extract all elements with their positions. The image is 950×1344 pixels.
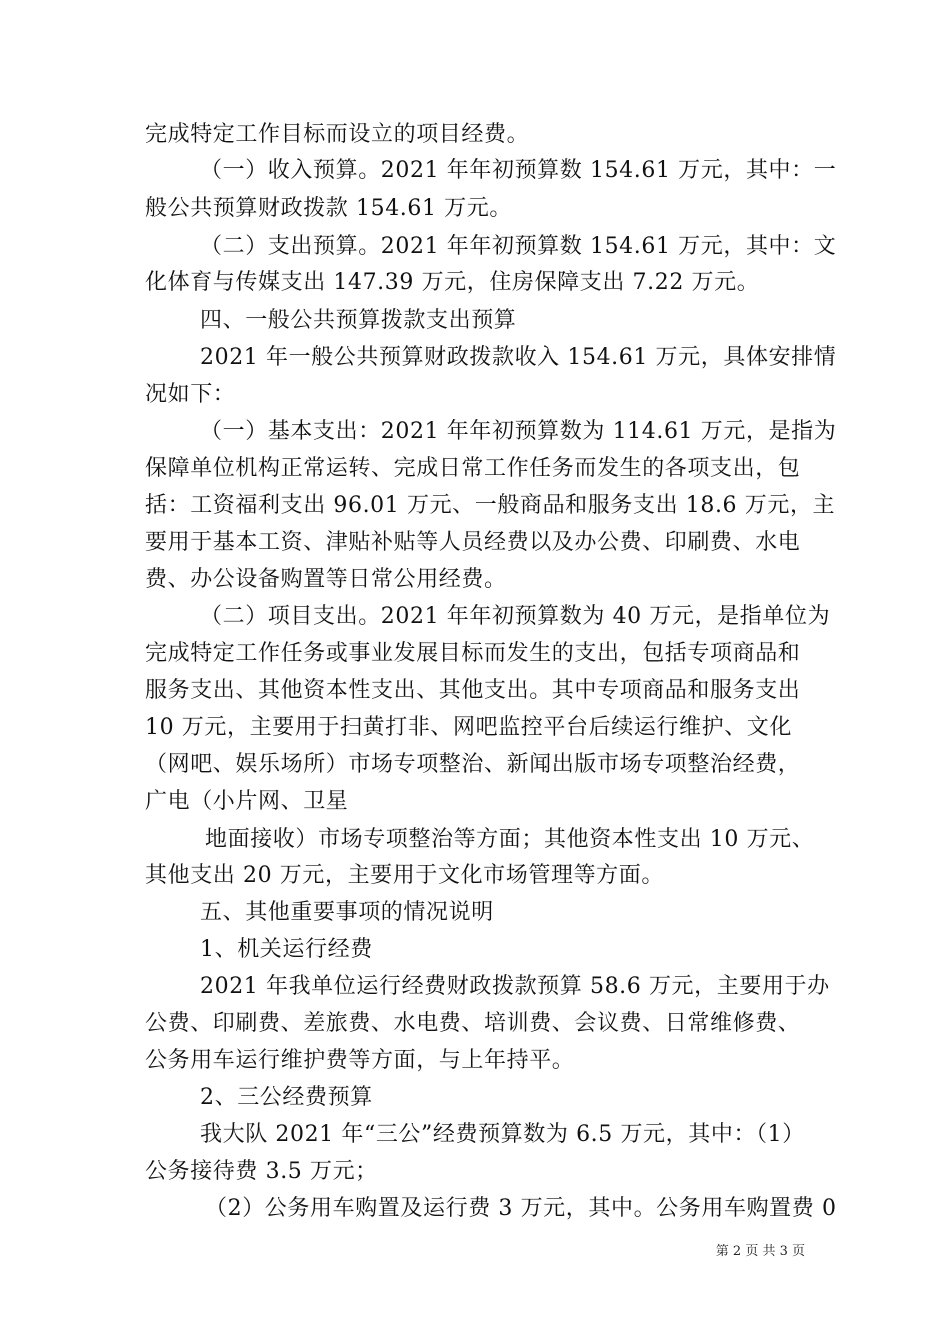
text-line: 10 万元，主要用于扫黄打非、网吧监控平台后续运行维护、文化 bbox=[145, 715, 792, 740]
text-line: 其他支出 20 万元，主要用于文化市场管理等方面。 bbox=[145, 863, 664, 888]
section-heading: 四、一般公共预算拨款支出预算 bbox=[200, 308, 517, 333]
text-line: （二）项目支出。2021 年年初预算数为 40 万元，是指单位为 bbox=[200, 604, 831, 629]
subsection-heading: 2、三公经费预算 bbox=[200, 1085, 373, 1110]
text-line: 2021 年我单位运行经费财政拨款预算 58.6 万元，主要用于办 bbox=[200, 974, 830, 999]
text-line: 公务接待费 3.5 万元； bbox=[145, 1159, 378, 1184]
text-line: 括：工资福利支出 96.01 万元、一般商品和服务支出 18.6 万元，主 bbox=[145, 493, 836, 518]
text-line: （一）基本支出：2021 年年初预算数为 114.61 万元，是指为 bbox=[200, 419, 837, 444]
text-line: 2021 年一般公共预算财政拨款收入 154.61 万元，具体安排情 bbox=[200, 345, 837, 370]
text-line: （2）公务用车购置及运行费 3 万元，其中。公务用车购置费 0 bbox=[205, 1196, 837, 1221]
text-line: 广电（小片网、卫星 bbox=[145, 789, 349, 814]
page-number: 第 2 页 共 3 页 bbox=[715, 1244, 805, 1259]
text-line: 地面接收）市场专项整治等方面；其他资本性支出 10 万元、 bbox=[205, 827, 815, 852]
text-line: 况如下： bbox=[145, 382, 236, 407]
text-line: 化体育与传媒支出 147.39 万元，住房保障支出 7.22 万元。 bbox=[145, 270, 760, 295]
text-line: （一）收入预算。2021 年年初预算数 154.61 万元，其中：一 bbox=[200, 158, 837, 183]
text-line: 要用于基本工资、津贴补贴等人员经费以及办公费、印刷费、水电 bbox=[145, 530, 801, 555]
text-line: （二）支出预算。2021 年年初预算数 154.61 万元，其中：文 bbox=[200, 234, 837, 259]
text-line: （网吧、娱乐场所）市场专项整治、新闻出版市场专项整治经费， bbox=[145, 752, 801, 777]
subsection-heading: 1、机关运行经费 bbox=[200, 937, 373, 962]
text-line: 公务用车运行维护费等方面，与上年持平。 bbox=[145, 1048, 575, 1073]
text-line: 完成特定工作目标而设立的项目经费。 bbox=[145, 122, 530, 147]
text-line: 保障单位机构正常运转、完成日常工作任务而发生的各项支出，包 bbox=[145, 456, 801, 481]
text-line: 般公共预算财政拨款 154.61 万元。 bbox=[145, 196, 512, 221]
text-line: 服务支出、其他资本性支出、其他支出。其中专项商品和服务支出 bbox=[145, 678, 801, 703]
text-line: 公费、印刷费、差旅费、水电费、培训费、会议费、日常维修费、 bbox=[145, 1011, 801, 1036]
text-line: 完成特定工作任务或事业发展目标而发生的支出，包括专项商品和 bbox=[145, 641, 801, 666]
text-line: 我大队 2021 年“三公”经费预算数为 6.5 万元，其中：（1） bbox=[200, 1122, 805, 1147]
text-line: 费、办公设备购置等日常公用经费。 bbox=[145, 567, 507, 592]
section-heading: 五、其他重要事项的情况说明 bbox=[200, 900, 494, 925]
